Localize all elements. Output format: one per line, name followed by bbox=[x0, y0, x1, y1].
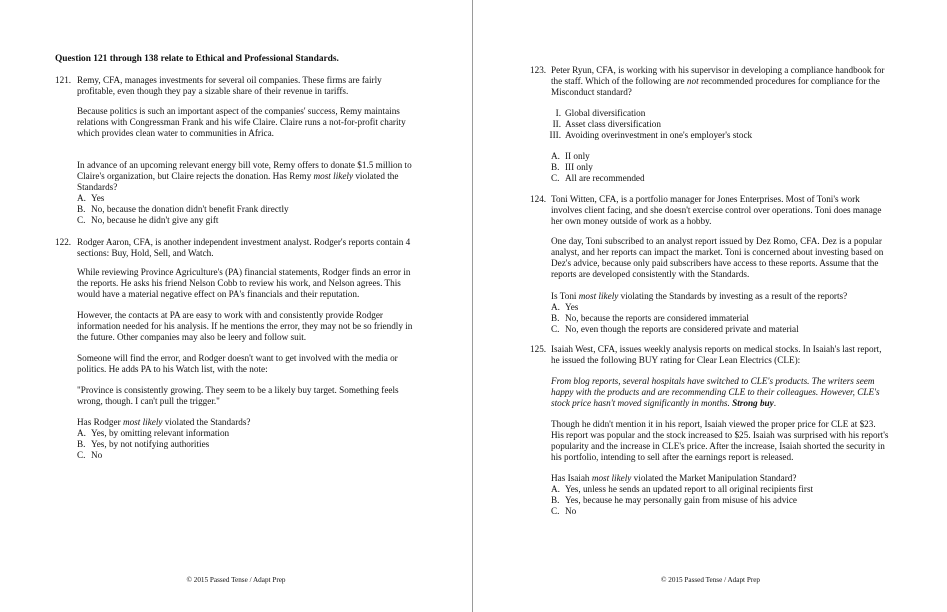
answer-options bbox=[77, 193, 289, 226]
question-number: 121. bbox=[55, 75, 72, 85]
question-paragraph bbox=[551, 194, 881, 227]
option-text: No, because the donation didn't benefit Frank directly bbox=[91, 204, 289, 214]
roman-list-item bbox=[545, 130, 752, 141]
emphasized-text: From blog reports, several hospitals have switched to CLE's products. The writers seem bbox=[551, 376, 875, 386]
text-line: Dez's advice, because only paid subscribers have access to these reports. Assume that the bbox=[551, 258, 879, 268]
question-paragraph bbox=[77, 417, 251, 428]
text-line: involves client facing, and she doesn't exercise control over operations. Toni does manage bbox=[551, 205, 882, 215]
text-segment: recommended procedures for compliance for the bbox=[698, 76, 880, 86]
answer-option[interactable] bbox=[551, 313, 799, 324]
roman-numeral: III. bbox=[549, 130, 561, 140]
text-line bbox=[551, 76, 884, 87]
text-line bbox=[551, 473, 796, 484]
question-number: 123. bbox=[530, 65, 547, 75]
text-line: popularity and the increase in CLE's price. After the increase, Isaiah shorted the security in bbox=[551, 441, 885, 451]
text-line: relations with Congressman Frank and his wife Claire. Claire runs a not-for-profit charity bbox=[77, 117, 406, 127]
text-segment: violated the bbox=[353, 171, 399, 181]
option-text: Yes, unless he sends an updated report to all original recipients first bbox=[565, 484, 814, 494]
question-number: 122. bbox=[55, 237, 72, 247]
emphasized-text: most likely bbox=[591, 473, 632, 483]
question-number: 125. bbox=[530, 344, 547, 354]
text-segment: Is Toni bbox=[551, 291, 579, 301]
option-letter: B. bbox=[551, 313, 560, 323]
option-letter: B. bbox=[77, 204, 86, 214]
text-line: which provides clean water to communities in Africa. bbox=[77, 128, 274, 138]
option-text: Yes, by omitting relevant information bbox=[91, 428, 230, 438]
option-letter: A. bbox=[551, 484, 560, 494]
option-letter: A. bbox=[551, 302, 560, 312]
option-letter: C. bbox=[77, 450, 86, 460]
option-text: No, because he didn't give any gift bbox=[91, 215, 219, 225]
emphasized-text: not bbox=[686, 76, 699, 86]
text-line: the reports. He asks his friend Nelson Cobb to review his work, and Nelson agrees. This bbox=[77, 278, 401, 288]
text-line: One day, Toni subscribed to an analyst report issued by Dez Romo, CFA. Dez is a popular bbox=[551, 236, 882, 246]
text-line: Isaiah West, CFA, issues weekly analysis reports on medical stocks. In Isaiah's last report, bbox=[551, 344, 882, 354]
answer-option[interactable] bbox=[77, 439, 229, 450]
option-letter: A. bbox=[551, 151, 560, 161]
text-line: her own money outside of work as a hobby. bbox=[551, 216, 712, 226]
question-paragraph bbox=[77, 75, 382, 97]
option-text: No, even though the reports are considered private and material bbox=[565, 324, 799, 334]
option-text: No bbox=[91, 450, 103, 460]
question-paragraph bbox=[551, 236, 883, 280]
text-line: he issued the following BUY rating for Clear Lean Electrics (CLE): bbox=[551, 355, 801, 365]
answer-option[interactable] bbox=[551, 506, 813, 517]
text-line bbox=[551, 387, 880, 398]
question-paragraph bbox=[77, 267, 411, 300]
text-line: the future. Other companies may also be leery and follow suit. bbox=[77, 332, 307, 342]
answer-option[interactable] bbox=[77, 215, 289, 226]
option-letter: A. bbox=[77, 428, 86, 438]
document-page-left bbox=[0, 0, 472, 612]
document-page-right bbox=[474, 0, 947, 612]
page-footer-copyright: © 2015 Passed Tense / Adapt Prep bbox=[186, 576, 286, 584]
text-line: wrong, though. I can't pull the trigger." bbox=[77, 396, 220, 406]
option-text: Yes, by not notifying authorities bbox=[91, 439, 210, 449]
option-text: Yes bbox=[91, 193, 105, 203]
text-line: Toni Witten, CFA, is a portfolio manager for Jones Enterprises. Most of Toni's work bbox=[551, 194, 860, 204]
text-line: In advance of an upcoming relevant energy bill vote, Remy offers to donate $1.5 million to bbox=[77, 160, 412, 170]
text-line bbox=[77, 417, 251, 428]
text-line: However, the contacts at PA are easy to work with and consistently provide Rodger bbox=[77, 310, 383, 320]
question-paragraph bbox=[551, 65, 884, 98]
question-paragraph bbox=[77, 310, 412, 343]
answer-option[interactable] bbox=[551, 302, 799, 313]
text-segment: Has Isaiah bbox=[551, 473, 592, 483]
answer-option[interactable] bbox=[551, 173, 645, 184]
text-line: Someone will find the error, and Rodger doesn't want to get involved with the media or bbox=[77, 353, 398, 363]
answer-options bbox=[551, 151, 645, 184]
text-line: would have a material negative effect on PA's financials and their reputation. bbox=[77, 289, 360, 299]
answer-options bbox=[551, 302, 799, 335]
option-letter: B. bbox=[551, 495, 560, 505]
option-text: No bbox=[565, 506, 577, 516]
question-paragraph bbox=[551, 473, 796, 484]
text-line: Though he didn't mention it in his report, Isaiah viewed the proper price for CLE at $23. bbox=[551, 419, 876, 429]
answer-option[interactable] bbox=[551, 151, 645, 162]
text-line: "Province is consistently growing. They seem to be a likely buy target. Something feels bbox=[77, 385, 399, 395]
option-text: II only bbox=[565, 151, 590, 161]
roman-numeral: I. bbox=[555, 108, 561, 118]
option-letter: C. bbox=[551, 173, 560, 183]
option-text: III only bbox=[565, 162, 593, 172]
text-line: politics. He adds PA to his Watch list, with the note: bbox=[77, 364, 268, 374]
question-paragraph bbox=[77, 106, 406, 139]
text-line: While reviewing Province Agriculture's (PA) financial statements, Rodger finds an error in bbox=[77, 267, 411, 277]
question-number: 124. bbox=[530, 194, 547, 204]
question-paragraph bbox=[77, 385, 399, 407]
answer-option[interactable] bbox=[77, 428, 229, 439]
option-text: All are recommended bbox=[565, 173, 645, 183]
text-segment: . bbox=[773, 398, 777, 408]
option-letter: C. bbox=[551, 506, 560, 516]
text-line bbox=[551, 398, 880, 409]
text-line bbox=[77, 171, 412, 182]
emphasized-text: Strong buy bbox=[732, 398, 774, 408]
question-paragraph bbox=[77, 353, 398, 375]
option-letter: B. bbox=[77, 439, 86, 449]
question-paragraph bbox=[551, 376, 880, 409]
answer-option[interactable] bbox=[551, 324, 799, 335]
page-divider bbox=[472, 0, 473, 612]
text-line: Misconduct standard? bbox=[551, 87, 632, 97]
text-segment: violating the Standards by investing as a result of the reports? bbox=[618, 291, 848, 301]
roman-item-text: Avoiding overinvestment in one's employer's stock bbox=[565, 130, 753, 140]
roman-numeral: II. bbox=[552, 119, 561, 129]
text-segment: violated the Market Manipulation Standard? bbox=[631, 473, 797, 483]
text-segment: Has Rodger bbox=[77, 417, 123, 427]
text-segment: violated the Standards? bbox=[162, 417, 251, 427]
text-line: Peter Ryun, CFA, is working with his supervisor in developing a compliance handbook for bbox=[551, 65, 885, 75]
question-paragraph bbox=[551, 419, 888, 463]
emphasized-text: stock price hasn't moved significantly in months. bbox=[551, 398, 733, 408]
section-heading: Question 121 through 138 relate to Ethical and Professional Standards. bbox=[55, 54, 339, 64]
page-footer-copyright: © 2015 Passed Tense / Adapt Prep bbox=[660, 576, 761, 584]
answer-option[interactable] bbox=[551, 484, 813, 495]
emphasized-text: most likely bbox=[578, 291, 619, 301]
answer-option[interactable] bbox=[551, 495, 813, 506]
text-segment: the staff. Which of the following are bbox=[551, 76, 687, 86]
option-letter: B. bbox=[551, 162, 560, 172]
answer-option[interactable] bbox=[77, 204, 289, 215]
text-line: Remy, CFA, manages investments for several oil companies. These firms are fairly bbox=[77, 75, 382, 85]
option-text: Yes, because he may personally gain from misuse of his advice bbox=[565, 495, 798, 505]
text-line: His report was popular and the stock increased to $25. Isaiah was surprised with his report's bbox=[551, 430, 889, 440]
question-paragraph bbox=[77, 160, 412, 193]
answer-option[interactable] bbox=[77, 193, 289, 204]
emphasized-text: most likely bbox=[313, 171, 354, 181]
text-line: Standards? bbox=[77, 182, 118, 192]
text-line: Rodger Aaron, CFA, is another independent investment analyst. Rodger's reports contain 4 bbox=[77, 237, 411, 247]
text-line: Because politics is such an important aspect of the companies' success, Remy maintains bbox=[77, 106, 400, 116]
emphasized-text: happy with the products and are recommending CLE to their colleagues. However, CLE's bbox=[551, 387, 880, 397]
option-letter: C. bbox=[77, 215, 86, 225]
roman-list-item bbox=[545, 108, 752, 119]
answer-options bbox=[77, 428, 229, 461]
answer-option[interactable] bbox=[77, 450, 229, 461]
text-line: his portfolio, intending to sell after the earnings report is released. bbox=[551, 452, 794, 462]
text-line bbox=[551, 376, 880, 387]
roman-numeral-list bbox=[545, 108, 752, 141]
text-line bbox=[551, 291, 847, 302]
text-line: profitable, even though they pay a sizable share of their revenue in tariffs. bbox=[77, 86, 349, 96]
text-line: analyst, and her reports can impact the market. Toni is concerned about investing based on bbox=[551, 247, 884, 257]
question-paragraph bbox=[551, 344, 882, 366]
question-paragraph bbox=[551, 291, 847, 302]
text-segment: Claire's organization, but Claire rejects the donation. Has Remy bbox=[77, 171, 314, 181]
text-line: reports are developed consistently with the Standards. bbox=[551, 269, 750, 279]
answer-options bbox=[551, 484, 813, 517]
text-line: sections: Buy, Hold, Sell, and Watch. bbox=[77, 248, 214, 258]
text-line: information needed for his analysis. If he mentions the error, they may not be so friendly in bbox=[77, 321, 413, 331]
roman-item-text: Asset class diversification bbox=[565, 119, 661, 129]
answer-option[interactable] bbox=[551, 162, 645, 173]
roman-item-text: Global diversification bbox=[565, 108, 646, 118]
option-text: No, because the reports are considered immaterial bbox=[565, 313, 749, 323]
question-paragraph bbox=[77, 237, 410, 259]
option-letter: A. bbox=[77, 193, 86, 203]
roman-list-item bbox=[545, 119, 752, 130]
option-text: Yes bbox=[565, 302, 579, 312]
option-letter: C. bbox=[551, 324, 560, 334]
emphasized-text: most likely bbox=[122, 417, 163, 427]
